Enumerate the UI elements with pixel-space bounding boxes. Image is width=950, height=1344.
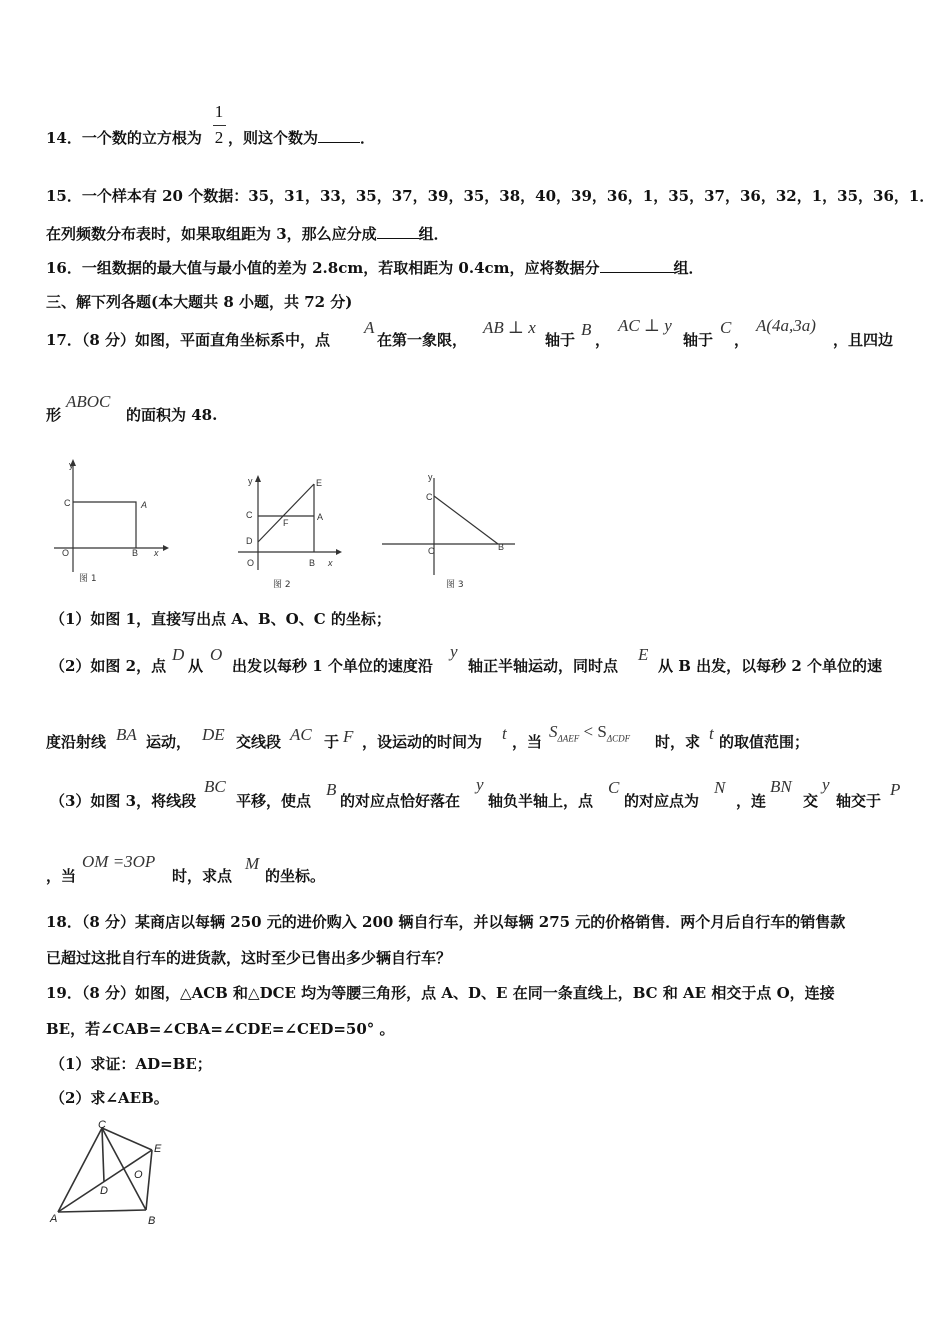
q17-part1: （1）如图 1，直接写出点 A、B、O、C 的坐标； xyxy=(50,610,391,628)
q19-label-o: O xyxy=(134,1169,143,1181)
q17-p2d: 轴正半轴运动，同时点 xyxy=(468,657,619,675)
q17-p3-math-b: B xyxy=(326,780,337,799)
q17-p2j: ，设运动的时间为 xyxy=(362,733,483,751)
q17-p2-math-d: D xyxy=(172,645,185,664)
q17-p3-math-n: N xyxy=(714,778,726,797)
q17-p2-math-t: t xyxy=(502,724,507,743)
q19-segment-ab xyxy=(58,1210,146,1212)
fig2-label-y: y xyxy=(248,476,253,486)
q17-p3-math-y: y xyxy=(476,775,484,794)
q17-p3i: ，当 xyxy=(46,867,77,885)
q17-p2-s-symbol: S xyxy=(549,722,558,741)
q17-math-ac-perp-y: AC ⊥ y xyxy=(618,316,672,335)
fig2-x-arrow-icon xyxy=(336,549,342,555)
q17-figure-2 xyxy=(236,470,348,580)
q14-fraction-numerator: 1 xyxy=(214,102,224,121)
q17-t8: 形 xyxy=(46,406,62,424)
q17-t7: ，且四边 xyxy=(833,331,894,349)
q15-line2-pre: 在列频数分布表时，如果取组距为 3，那么应分成 xyxy=(46,225,377,243)
q16-line xyxy=(46,258,704,278)
q17-p3b: 平移，使点 xyxy=(236,792,312,810)
q16-answer-blank[interactable] xyxy=(600,258,674,273)
fig2-y-arrow-icon xyxy=(255,475,261,482)
fig1-label-y: y xyxy=(69,460,74,470)
q17-p3-math-bn: BN xyxy=(770,777,792,796)
fig3-label-c: C xyxy=(426,492,433,502)
q17-p2i: 于 xyxy=(324,733,340,751)
fig2-label-x: x xyxy=(328,558,333,568)
q17-math-A: A xyxy=(364,318,375,337)
q19-segment-ac xyxy=(58,1128,102,1212)
q17-p2-math-ac: AC xyxy=(290,725,312,744)
q17-figure-3 xyxy=(380,470,520,580)
q14-pre: 14．一个数的立方根为 xyxy=(46,129,202,147)
q14-end: ． xyxy=(360,129,376,147)
q16-post: 组． xyxy=(673,259,704,277)
q17-p3-math-c: C xyxy=(608,778,620,797)
q16-pre: 16．一组数据的最大值与最小值的差为 2.8cm，若取相距为 0.4cm，应将数据分 xyxy=(46,259,600,277)
fig3-segment-cb xyxy=(434,496,498,544)
fig2-segment-de xyxy=(258,484,314,542)
q17-p3j: 时，求点 xyxy=(172,867,233,885)
q17-t6: ， xyxy=(734,331,750,349)
fig1-x-arrow-icon xyxy=(163,545,169,551)
q18-line2: 已超过这批自行车的进货款，这时至少已售出多少辆自行车？ xyxy=(46,949,452,967)
q17-p2a: （2）如图 2，点 xyxy=(50,657,167,675)
fig1-label-o: O xyxy=(62,548,70,558)
q17-p2-math-e: E xyxy=(638,645,649,664)
q18-line1: 18．（8 分）某商店以每辆 250 元的进价购入 200 辆自行车，并以每辆 275 元的价格销售．两个月后自行车的销售款 xyxy=(46,913,846,931)
q14-answer-blank[interactable] xyxy=(318,128,360,143)
q17-p3a: （3）如图 3，将线段 xyxy=(50,792,197,810)
q17-p2-math-o: O xyxy=(210,645,223,664)
q17-p2-math-t2: t xyxy=(709,724,714,743)
q19-label-b: B xyxy=(148,1215,156,1227)
q19-segment-ae xyxy=(58,1150,152,1212)
q17-p3k: 的坐标。 xyxy=(265,867,326,885)
fig2-label-d: D xyxy=(246,536,253,546)
fig1-label-x: x xyxy=(154,548,159,558)
q17-figure-1 xyxy=(48,452,178,582)
q19-line1: 19．（8 分）如图，△ACB 和△DCE 均为等腰三角形，点 A、D、E 在同一条直线上，BC 和 AE 相交于点 O，连接 xyxy=(46,984,835,1002)
q17-t2: 在第一象限， xyxy=(377,331,468,349)
q17-p2-sub-cdf: ΔCDF xyxy=(606,733,631,744)
q17-p2h: 交线段 xyxy=(236,733,282,751)
q14-fraction-denominator: 2 xyxy=(214,128,224,147)
q17-p2-math-f: F xyxy=(343,727,354,746)
fig2-label-c: C xyxy=(246,510,253,520)
q17-math-C: C xyxy=(720,318,732,337)
q17-p2c: 出发以每秒 1 个单位的速度沿 xyxy=(232,657,433,675)
q17-p2l: 时，求 xyxy=(655,733,701,751)
q14-post: ，则这个数为 xyxy=(228,129,319,147)
q19-segment-ce xyxy=(102,1128,152,1150)
q14-post-line xyxy=(228,128,375,148)
fig1-label-b: B xyxy=(132,548,139,558)
q17-p3e: 的对应点为 xyxy=(624,792,700,810)
q19-label-c: C xyxy=(98,1119,106,1131)
q17-p3d: 轴负半轴上，点 xyxy=(488,792,594,810)
q17-p2-math-ba: BA xyxy=(116,725,137,744)
q17-p2-lt: < S xyxy=(583,722,607,741)
fig1-rectangle xyxy=(73,502,136,548)
q19-label-a: A xyxy=(50,1213,58,1225)
fig3-label-y: y xyxy=(428,472,433,482)
q17-p3g: 交 xyxy=(803,792,819,810)
q15-line1: 15．一个样本有 20 个数据：35，31，33，35，37，39，35，38，40，39，36，1，35，37，36，32，1，35，36，1． xyxy=(46,187,935,205)
q17-p3-math-om: OM =3OP xyxy=(82,852,156,871)
q17-p2b: 从 xyxy=(188,657,204,675)
q17-p2e: 从 B 出发，以每秒 2 个单位的速 xyxy=(658,657,883,675)
q17-math-a-coord: A(4a,3a) xyxy=(756,316,816,335)
q17-p3-math-m: M xyxy=(245,854,260,873)
q15-answer-blank[interactable] xyxy=(377,224,419,239)
fig2-label-b: B xyxy=(309,558,316,568)
fig1-label-c: C xyxy=(64,498,71,508)
q19-segment-cd xyxy=(102,1128,104,1182)
section3-heading: 三、解下列各题(本大题共 8 小题，共 72 分) xyxy=(46,293,353,311)
q17-t9: 的面积为 48. xyxy=(126,406,218,424)
fig3-label-o: O xyxy=(428,546,436,556)
q17-p2g: 运动， xyxy=(146,733,192,751)
q19-part2: （2）求∠AEB。 xyxy=(50,1089,169,1107)
q17-p2-math-y: y xyxy=(450,642,458,661)
q17-p3f: ，连 xyxy=(736,792,767,810)
q17-math-ab-perp-x: AB ⊥ x xyxy=(483,318,536,337)
fig2-label-a: A xyxy=(317,512,324,522)
q15-line2-post: 组． xyxy=(418,225,449,243)
q17-p3-math-bc: BC xyxy=(204,777,226,796)
q17-t4: ， xyxy=(595,331,611,349)
q17-t3: 轴于 xyxy=(545,331,576,349)
q17-math-aboc: ABOC xyxy=(66,392,111,411)
q19-label-d: D xyxy=(100,1185,108,1197)
q17-p2-inequality xyxy=(549,722,630,743)
q17-p2m: 的取值范围； xyxy=(719,733,810,751)
q17-p3h: 轴交于 xyxy=(836,792,882,810)
q17-p3c: 的对应点恰好落在 xyxy=(340,792,461,810)
q19-label-e: E xyxy=(154,1143,162,1155)
q17-p2k: ，当 xyxy=(512,733,543,751)
q19-figure xyxy=(46,1118,176,1232)
fig2-label-o: O xyxy=(247,558,255,568)
fig2-caption: 图 2 xyxy=(273,580,291,590)
fig3-label-b: B xyxy=(498,542,505,552)
q17-p3-math-p: P xyxy=(890,780,901,799)
q17-p2f: 度沿射线 xyxy=(46,733,107,751)
q19-part1: （1）求证：AD=BE； xyxy=(50,1055,212,1073)
fig1-label-a: A xyxy=(141,500,148,510)
q14-fraction-bar xyxy=(213,125,226,126)
q17-math-B: B xyxy=(581,320,592,339)
q17-p3-math-y2: y xyxy=(822,775,830,794)
q17-p2-sub-aef: ΔAEF xyxy=(557,733,580,744)
fig1-caption: 图 1 xyxy=(79,574,97,584)
q19-segment-eb xyxy=(146,1150,152,1210)
q17-p2-math-de: DE xyxy=(202,725,225,744)
q17-t1: 17．（8 分）如图，平面直角坐标系中，点 xyxy=(46,331,331,349)
fig2-label-e: E xyxy=(316,478,323,488)
q17-t5: 轴于 xyxy=(683,331,714,349)
q15-line2 xyxy=(46,224,449,244)
q19-line2: BE，若∠CAB=∠CBA=∠CDE=∠CED=50° 。 xyxy=(46,1020,395,1038)
q14-line xyxy=(46,128,202,148)
fig2-label-f: F xyxy=(283,518,289,528)
fig3-caption: 图 3 xyxy=(446,580,464,590)
